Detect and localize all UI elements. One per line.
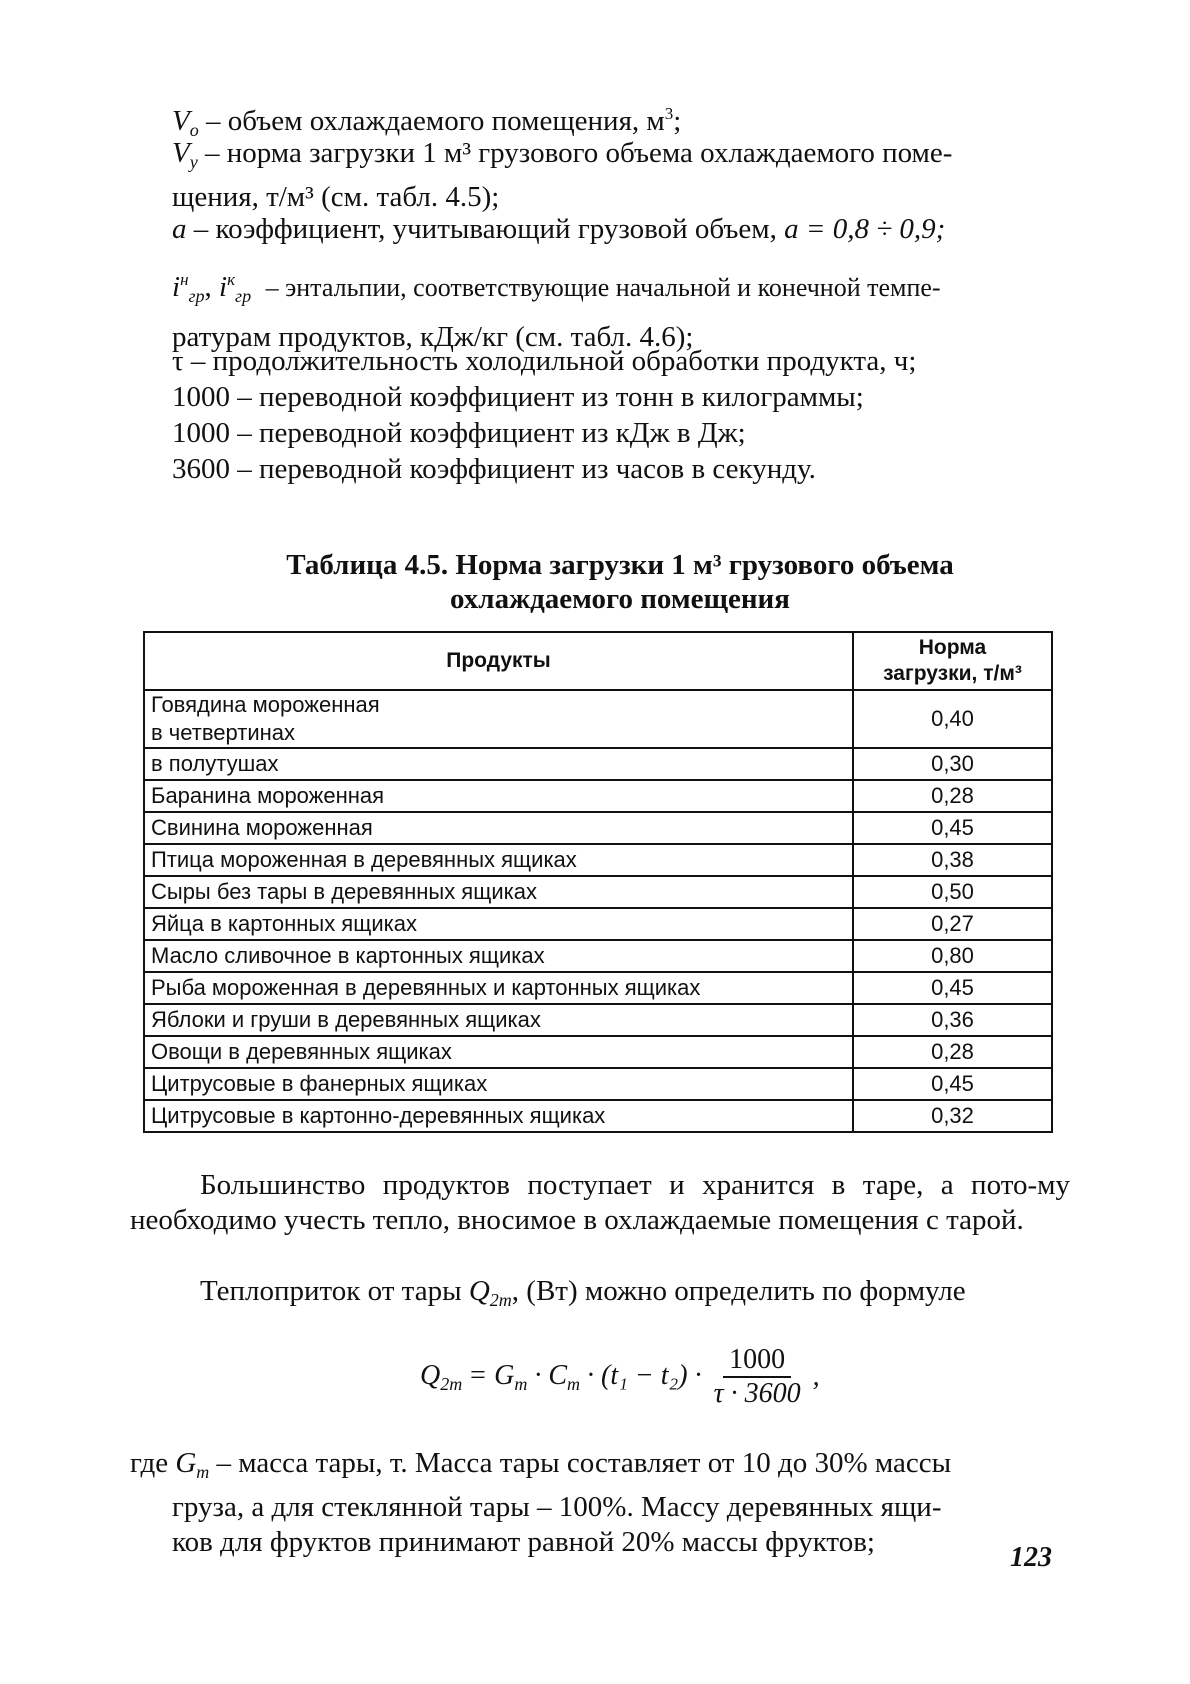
table-row: Рыба мороженная в деревянных и картонных ящиках 0,45 bbox=[144, 972, 1052, 1004]
definition-vy: $V_y$ – норма загрузки 1 м³ грузового объема охлаждаемого поме- щения, т/м³ (см. табл. 4.5); bbox=[172, 137, 953, 213]
table-row: Цитрусовые в фанерных ящиках 0,45 bbox=[144, 1068, 1052, 1100]
heat-gain-formula: $Q_{2m}$ = $G_m \cdot C_m \cdot (t_1 - t_2)$ · $\frac{1000}{\tau \cdot 3600}$ , bbox=[420, 1344, 820, 1409]
table-header-row bbox=[144, 632, 1052, 690]
table-caption: Таблица 4.5. Норма загрузки 1 м³ грузового объема охлаждаемого помещения bbox=[286, 549, 954, 615]
definition-tau: τ – продолжительность холодильной обработки продукта, ч; bbox=[172, 345, 917, 377]
table-row: Цитрусовые в картонно-деревянных ящиках 0,32 bbox=[144, 1100, 1052, 1132]
table-row: Яйца в картонных ящиках 0,27 bbox=[144, 908, 1052, 940]
where-clause: где $G_т$ – масса тары, т. Масса тары составляет от 10 до 30% массы груза, а для стеклянной тары – 100%. Массу деревянных ящи- ков для фруктов принимают равной 20% массы фруктов; bbox=[130, 1447, 952, 1558]
table-row: Овощи в деревянных ящиках 0,28 bbox=[144, 1036, 1052, 1068]
definition-a: a – коэффициент, учитывающий грузовой объем, a = 0,8 ÷ 0,9; bbox=[172, 213, 946, 245]
header-norm: Норма загрузки, т/м³ bbox=[853, 632, 1052, 690]
table-row: Масло сливочное в картонных ящиках 0,80 bbox=[144, 940, 1052, 972]
formula-fraction: $\frac{1000}{\tau \cdot 3600}$ bbox=[713, 1344, 801, 1409]
definition-1000-tons: 1000 – переводной коэффициент из тонн в килограммы; bbox=[172, 381, 864, 413]
definition-enthalpy: $i^н_{гр}$, $i^к_{гр}$ – энтальпии, соответствующие начальной и конечной темпе- ратурам продуктов, кДж/кг (см. табл. 4.6); bbox=[172, 270, 941, 353]
table-row: Баранина мороженная 0,28 bbox=[144, 780, 1052, 812]
load-norm-table bbox=[143, 631, 1053, 1133]
paragraph-packaging: Большинство продуктов поступает и хранится в таре, а пото-му необходимо учесть тепло, вносимое в охлаждаемые помещения с тарой. bbox=[130, 1169, 1070, 1236]
enthalpy-symbol-start: $i^н_{гр}$ bbox=[172, 270, 205, 306]
header-products: Продукты bbox=[144, 632, 853, 690]
paragraph-heat-gain: Теплоприток от тары $Q_{2т}$, (Вт) можно определить по формуле bbox=[200, 1275, 966, 1310]
table-row: Говядина мороженная в четвертинах 0,40 bbox=[144, 690, 1052, 748]
definition-1000-kj: 1000 – переводной коэффициент из кДж в Дж; bbox=[172, 417, 746, 449]
table-row: Яблоки и груши в деревянных ящиках 0,36 bbox=[144, 1004, 1052, 1036]
definition-3600: 3600 – переводной коэффициент из часов в секунду. bbox=[172, 453, 816, 485]
table-row: в полутушах 0,30 bbox=[144, 748, 1052, 780]
table-row: Сыры без тары в деревянных ящиках 0,50 bbox=[144, 876, 1052, 908]
definition-vo: $V_o$ – объем охлаждаемого помещения, $м^3$; bbox=[172, 104, 682, 140]
table-row: Свинина мороженная 0,45 bbox=[144, 812, 1052, 844]
page-number: 123 bbox=[1010, 1542, 1052, 1573]
enthalpy-symbol-end: $i^к_{гр}$ bbox=[219, 270, 252, 306]
table-row: Птица мороженная в деревянных ящиках 0,38 bbox=[144, 844, 1052, 876]
